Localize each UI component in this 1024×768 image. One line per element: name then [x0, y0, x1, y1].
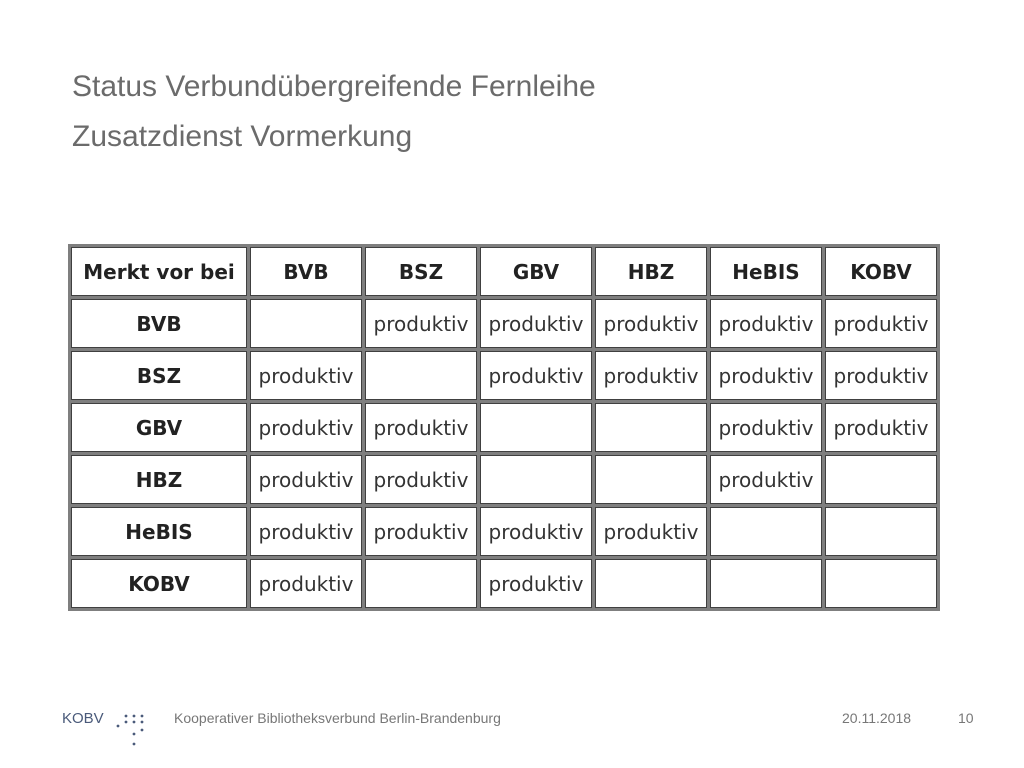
- table-cell: produktiv: [595, 351, 707, 400]
- table-cell: [365, 351, 477, 400]
- table-cell: produktiv: [595, 299, 707, 348]
- row-header-cell: KOBV: [71, 559, 247, 608]
- row-header-cell: HBZ: [71, 455, 247, 504]
- table-header-cell: HeBIS: [710, 247, 822, 296]
- table-cell: [710, 559, 822, 608]
- footer-organization: Kooperativer Bibliotheksverbund Berlin-Brandenburg: [174, 710, 501, 726]
- table-cell: produktiv: [250, 507, 362, 556]
- table-cell: produktiv: [365, 403, 477, 452]
- slide-title: [72, 62, 596, 162]
- row-header-cell: HeBIS: [71, 507, 247, 556]
- row-header-cell: BVB: [71, 299, 247, 348]
- slide-footer: [0, 700, 1024, 760]
- table-cell: produktiv: [825, 299, 937, 348]
- kobv-logo-dots-icon: [114, 706, 154, 752]
- status-table: [68, 244, 940, 611]
- slide-title-line-2: Zusatzdienst Vormerkung: [72, 120, 413, 153]
- table-cell: [595, 559, 707, 608]
- table-header-cell: KOBV: [825, 247, 937, 296]
- table-cell: produktiv: [250, 455, 362, 504]
- table-cell: [250, 299, 362, 348]
- table-cell: [365, 559, 477, 608]
- table-cell: produktiv: [825, 403, 937, 452]
- row-header-cell: GBV: [71, 403, 247, 452]
- table-cell: produktiv: [710, 403, 822, 452]
- table-cell: produktiv: [710, 299, 822, 348]
- table-header-cell: HBZ: [595, 247, 707, 296]
- table-cell: [595, 403, 707, 452]
- footer-date: 20.11.2018: [842, 710, 912, 726]
- table-row: [71, 507, 937, 556]
- table-header-row: [71, 247, 937, 296]
- table-cell: [825, 507, 937, 556]
- table-cell: [825, 559, 937, 608]
- table-cell: produktiv: [710, 351, 822, 400]
- table-row: [71, 559, 937, 608]
- table-cell: produktiv: [365, 299, 477, 348]
- table-cell: produktiv: [825, 351, 937, 400]
- table-cell: [480, 403, 592, 452]
- table-header-cell: Merkt vor bei: [71, 247, 247, 296]
- table-cell: [710, 507, 822, 556]
- table-cell: produktiv: [480, 351, 592, 400]
- table-row: [71, 351, 937, 400]
- table-cell: produktiv: [480, 299, 592, 348]
- table-cell: [825, 455, 937, 504]
- table-cell: produktiv: [365, 507, 477, 556]
- table-cell: produktiv: [365, 455, 477, 504]
- table-cell: produktiv: [480, 559, 592, 608]
- table-cell: produktiv: [710, 455, 822, 504]
- table-header-cell: GBV: [480, 247, 592, 296]
- table-cell: [595, 455, 707, 504]
- page-number: 10: [958, 710, 974, 726]
- table-cell: produktiv: [250, 403, 362, 452]
- table-row: [71, 299, 937, 348]
- table-row: [71, 403, 937, 452]
- table-cell: produktiv: [250, 559, 362, 608]
- row-header-cell: BSZ: [71, 351, 247, 400]
- table-header-cell: BVB: [250, 247, 362, 296]
- table-cell: produktiv: [480, 507, 592, 556]
- table-row: [71, 455, 937, 504]
- table-cell: produktiv: [595, 507, 707, 556]
- table-cell: [480, 455, 592, 504]
- table-header-cell: BSZ: [365, 247, 477, 296]
- table-cell: produktiv: [250, 351, 362, 400]
- slide-title-line-1: Status Verbundübergreifende Fernleihe: [72, 70, 596, 103]
- kobv-logo-text: KOBV: [62, 710, 104, 727]
